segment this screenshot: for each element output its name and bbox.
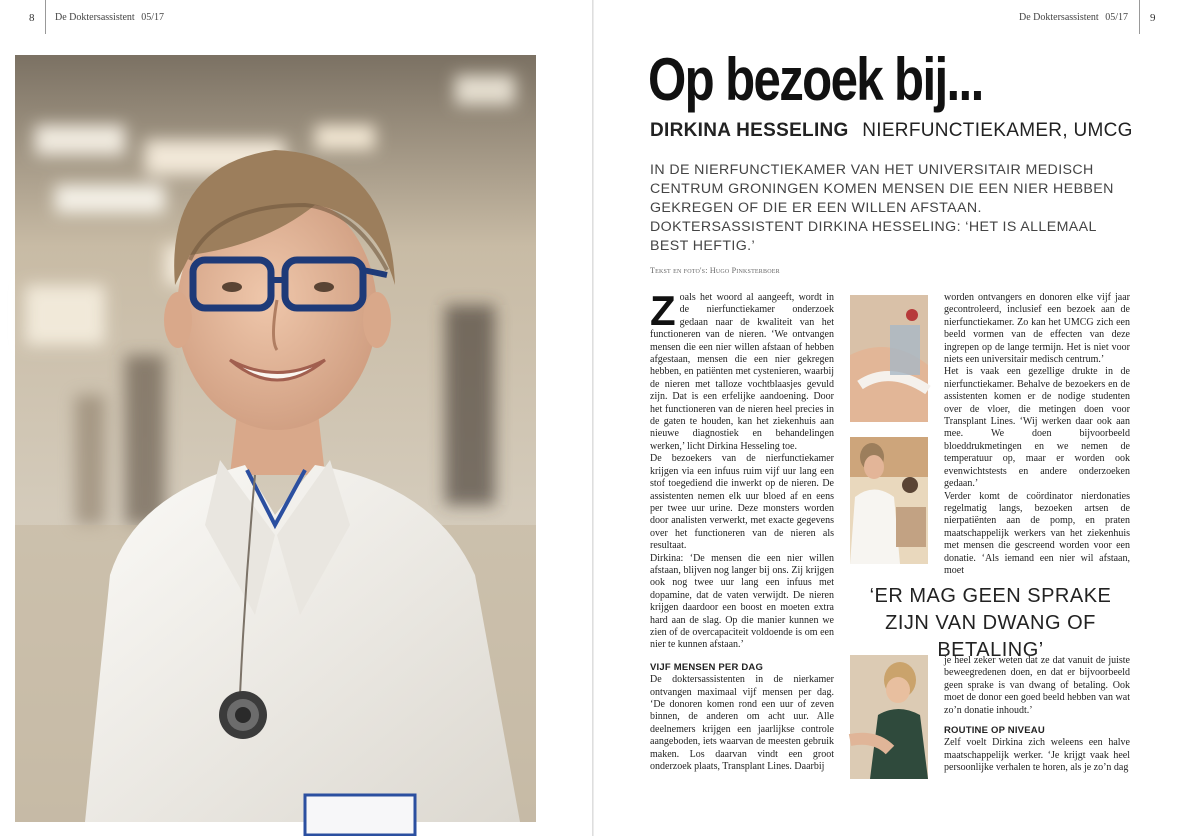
paragraph: worden ontvangers en donoren elke vijf jaar gecontroleerd, inclusief een bezoek aan de nierfunctiekamer. Zo kan het UMCG zich een beeld vormen van de effecten van deze ingrepen op de lange termijn. Het is niet voor niets een universitair medisch centrum.’ (944, 292, 1130, 366)
body-column-3-top (944, 292, 1130, 576)
section-heading: VIJF MENSEN PER DAG (650, 661, 764, 673)
paragraph: Dirkina: ‘De mensen die een nier willen afstaan, blijven nog langer bij ons. Zij krijgen ook nog twee uur lang een infuus met dopamine, dat de vaten verwijdt. De nieren krijgen daardoor een boost en moeten extra hard aan de slag. Op die manier kunnen we zien of de overcapaciteit voldoende is om een nier te kunnen afstaan.’ (650, 552, 834, 651)
right-page-number: 9 (1150, 12, 1156, 24)
section-heading: ROUTINE OP NIVEAU (944, 725, 1045, 737)
subject-role: NIERFUNCTIEKAMER, UMCG (862, 120, 1133, 141)
body-column-1 (650, 287, 834, 822)
left-issue: 05/17 (141, 12, 164, 23)
page-gutter (592, 0, 594, 836)
photo-assistant-illustration (850, 437, 928, 564)
portrait-illustration (15, 55, 536, 822)
right-running-title: De Doktersassistent (1019, 12, 1099, 23)
photo-blood-draw (850, 295, 928, 422)
photo-credit: Tekst en foto's: Hugo Pinksterboer (650, 266, 780, 275)
paragraph: Het is vaak een gezellige drukte in de nierfunctiekamer. Behalve de bezoekers en de assistenten komen er de nodige studenten over de vloer, die metingen doen voor Transplant Lines. ‘Wij werken daar ook aan mee. We doen bijvoorbeeld bloeddrukmetingen en we nemen de temperatuur op, maar er worden ook evenwichtstests en andere onderzoeken gedaan.’ (944, 366, 1130, 490)
right-running-header (1019, 12, 1128, 23)
right-issue: 05/17 (1105, 12, 1128, 23)
drop-cap: Z (650, 287, 676, 334)
subject-name: DIRKINA HESSELING (650, 120, 849, 141)
article-subhead (650, 120, 1133, 142)
photo-infusion-illustration (850, 655, 928, 779)
article-intro: IN DE NIERFUNCTIEKAMER VAN HET UNIVERSITAIR MEDISCH CENTRUM GRONINGEN KOMEN MENSEN DIE EEN NIER HEBBEN GEKREGEN OF DIE ER EEN WILLEN AFSTAAN. DOKTERSASSISTENT DIRKINA HESSELING: ‘HET IS ALLEMAAL BEST HEFTIG.’ (650, 162, 1114, 254)
left-running-header (55, 12, 164, 23)
photo-blood-draw-illustration (850, 295, 928, 422)
photo-patient-infusion (850, 655, 928, 779)
body-column-3-bottom (944, 655, 1130, 783)
left-folio-rule (45, 0, 46, 34)
left-running-title: De Doktersassistent (55, 12, 135, 23)
paragraph (650, 287, 834, 453)
paragraph: De bezoekers van de nierfunctiekamer krijgen via een infuus ruim vijf uur lang een stof toegediend die inwerkt op de nieren. De assistenten nemen elk uur bloed af en eens per twee uur urine. Deze monsters worden door analisten verwerkt, met exacte gegevens over het functioneren van de nieren als resultaat. (650, 453, 834, 552)
paragraph: Verder komt de coördinator nierdonaties regelmatig langs, bezoeken artsen de nierpatiënten aan de pomp, en praten maatschappelijk werkers van het ziekenhuis met mensen die gescreend worden voor een donatie. ‘Als iemand een nier wil afstaan, moet (944, 490, 1130, 576)
paragraph: De doktersassistenten in de nierkamer ontvangen maximaal vijf mensen per dag. ‘De donoren komen rond een uur of zeven binnen, de anderen om acht uur. Alle deelnemers krijgen een jaarlijkse controle aangeboden, iets waarvan de meesten gebruik maken. Los daarvan vindt een groot onderzoek plaats, Transplant Lines. Daarbij (650, 674, 834, 773)
portrait-photo (15, 55, 536, 822)
article-headline: Op bezoek bij... (648, 46, 983, 113)
paragraph: je heel zeker weten dat ze dat vanuit de juiste beweegredenen doen, en dat er bijvoorbeeld geen sprake is van dwang of betaling. Ook moet de donor een goed beeld hebben van wat zo’n donatie inhoudt.’ (944, 655, 1130, 716)
left-page-number: 8 (29, 12, 35, 24)
right-folio-rule (1139, 0, 1140, 34)
paragraph-text: oals het woord al aangeeft, wordt in de nierfunctiekamer onderzoek gedaan naar de kwaliteit van het functioneren van de nieren. ‘We ontvangen mensen die een nier willen afstaan of hebben afgestaan, mensen die een nier gekregen hebben, en patiënten met cystenieren, waarbij de nieren met talloze vochtblaasjes gevuld zijn. Dat is een erfelijke aandoening. Door het functioneren van de nieren heel precies in de gaten te houden, kan het ziekenhuis aan nieuwe diagnostiek en behandelingen werken,’ licht Dirkina Hesseling toe. (650, 292, 834, 452)
photo-assistant-at-work (850, 437, 928, 564)
paragraph: Zelf voelt Dirkina zich weleens een halve maatschappelijk werker. ‘Je krijgt vaak heel persoonlijke verhalen te horen, als je zo’n dag (944, 737, 1130, 774)
pull-quote: ‘ER MAG GEEN SPRAKE ZIJN VAN DWANG OF BETALING’ (869, 585, 1112, 661)
